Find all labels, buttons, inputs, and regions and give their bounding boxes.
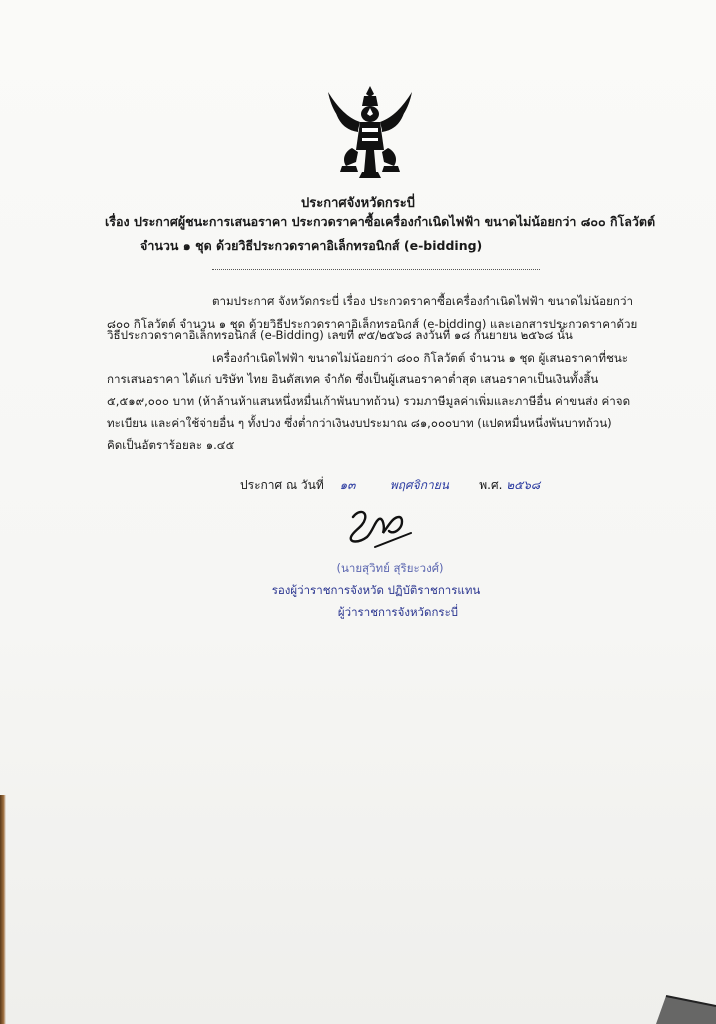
subject-line-1: เรื่อง ประกาศผู้ชนะการเสนอราคา ประกวดราคาซื้อเครื่องกำเนิดไฟฟ้า ขนาดไม่น้อยกว่า ๘๐๐ กิโลวัตต์ xyxy=(105,214,656,229)
body-text-line: ๘๐๐ กิโลวัตต์ จำนวน ๑ ชุด ด้วยวิธีประกวดราคาอิเล็กทรอนิกส์ (e-bidding) และเอกสารประกวดราคาด้วย xyxy=(107,317,638,331)
body-text-line: ๕,๕๑๙,๐๐๐ บาท (ห้าล้านห้าแสนหนึ่งหมื่นเก้าพันบาทถ้วน) รวมภาษีมูลค่าเพิ่มและภาษีอื่น ค่าขนส่ง ค่าจด xyxy=(107,394,631,408)
body-text-line: ทะเบียน และค่าใช้จ่ายอื่น ๆ ทั้งปวง ซึ่งต่ำกว่าเงินงบประมาณ ๘๑,๐๐๐บาท (แปดหมื่นหนึ่งพันบาทถ้วน) xyxy=(107,416,612,430)
body-text-line: คิดเป็นอัตราร้อยละ ๑.๔๕ xyxy=(107,438,235,452)
date-era: พ.ศ. xyxy=(479,478,503,492)
garuda-emblem xyxy=(322,82,418,182)
announcement-date xyxy=(240,476,540,495)
body-text-line: เครื่องกำเนิดไฟฟ้า ขนาดไม่น้อยกว่า ๘๐๐ กิโลวัตต์ จำนวน ๑ ชุด ผู้เสนอราคาที่ชนะ xyxy=(212,351,628,365)
signer-name: (นายสุวิทย์ สุริยะวงศ์) xyxy=(336,561,444,575)
body-text-line: การเสนอราคา ได้แก่ บริษัท ไทย อินดัสเทค จำกัด ซึ่งเป็นผู้เสนอราคาต่ำสุด เสนอราคาเป็นเงินทั้งสิ้น xyxy=(107,372,599,386)
date-day: ๑๓ xyxy=(339,478,356,492)
date-month: พฤศจิกายน xyxy=(389,478,449,492)
announcement-title: ประกาศจังหวัดกระบี่ xyxy=(300,196,415,211)
body-text-line: ตามประกาศ จังหวัดกระบี่ เรื่อง ประกวดราคาซื้อเครื่องกำเนิดไฟฟ้า ขนาดไม่น้อยกว่า xyxy=(212,294,633,308)
body-text-line: วิธีประกวดราคาอิเล็กทรอนิกส์ (e-Bidding) เลขที่ ๙๕/๒๕๖๘ ลงวันที่ ๑๘ กันยายน ๒๕๖๘ นั้น xyxy=(107,328,573,342)
divider xyxy=(212,269,540,270)
signer-position: รองผู้ว่าราชการจังหวัด ปฏิบัติราชการแทน xyxy=(271,583,481,597)
date-prefix: ประกาศ ณ วันที่ xyxy=(240,478,324,492)
handwritten-signature xyxy=(345,503,415,553)
subject-line-2: จำนวน ๑ ชุด ด้วยวิธีประกวดราคาอิเล็กทรอนิกส์ (e-bidding) xyxy=(140,238,483,253)
signer-position-2: ผู้ว่าราชการจังหวัดกระบี่ xyxy=(337,605,459,619)
date-year: ๒๕๖๘ xyxy=(506,478,541,492)
page-corner xyxy=(656,984,716,1024)
scan-edge xyxy=(0,795,6,1024)
